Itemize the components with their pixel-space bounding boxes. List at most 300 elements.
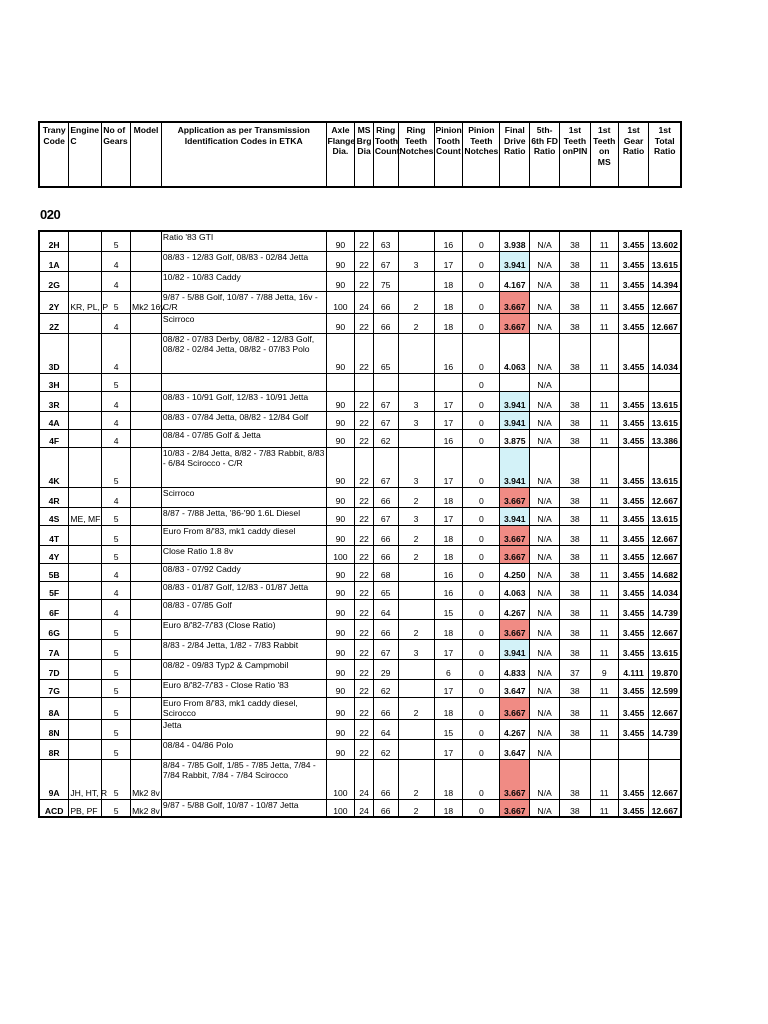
cell-gears: 5 bbox=[102, 759, 131, 799]
cell-axle-flange: 100 bbox=[326, 291, 355, 313]
cell-trany-code: 4K bbox=[39, 447, 69, 487]
cell-1st-total-ratio: 14.739 bbox=[649, 599, 681, 619]
col-header-trany-code: Trany Code bbox=[39, 122, 69, 187]
cell-1st-total-ratio: 13.615 bbox=[649, 447, 681, 487]
cell-pinion-tooth: 17 bbox=[434, 391, 463, 411]
cell-ring-tooth: 67 bbox=[373, 251, 398, 271]
cell-ring-notches: 2 bbox=[398, 619, 434, 639]
cell-gears: 4 bbox=[102, 271, 131, 291]
cell-pinion-notches: 0 bbox=[463, 411, 500, 429]
col-header-1st-teeth-pin: 1st Teeth onPIN bbox=[560, 122, 591, 187]
cell-pinion-tooth: 18 bbox=[434, 799, 463, 817]
cell-application: Scirroco bbox=[161, 313, 326, 333]
cell-5th-6th-fd: N/A bbox=[530, 719, 560, 739]
cell-engine-code bbox=[69, 639, 102, 659]
cell-engine-code bbox=[69, 659, 102, 679]
cell-trany-code: 5B bbox=[39, 563, 69, 581]
cell-trany-code: 6F bbox=[39, 599, 69, 619]
cell-5th-6th-fd: N/A bbox=[530, 231, 560, 251]
cell-model: Mk2 16v bbox=[131, 291, 162, 313]
table-row bbox=[39, 697, 681, 719]
cell-1st-total-ratio: 14.682 bbox=[649, 563, 681, 581]
cell-1st-teeth-pin: 38 bbox=[560, 291, 591, 313]
cell-trany-code: 1A bbox=[39, 251, 69, 271]
col-header-axle-flange: Axle Flange Dia. bbox=[326, 122, 355, 187]
cell-1st-teeth-ms bbox=[590, 373, 618, 391]
cell-engine-code bbox=[69, 411, 102, 429]
cell-model bbox=[131, 639, 162, 659]
cell-axle-flange: 90 bbox=[326, 251, 355, 271]
table-row bbox=[39, 507, 681, 525]
cell-final-drive: 3.667 bbox=[500, 697, 530, 719]
cell-pinion-notches: 0 bbox=[463, 719, 500, 739]
cell-pinion-notches: 0 bbox=[463, 391, 500, 411]
cell-1st-teeth-pin: 38 bbox=[560, 391, 591, 411]
cell-engine-code bbox=[69, 251, 102, 271]
cell-pinion-notches: 0 bbox=[463, 333, 500, 373]
cell-trany-code: 5F bbox=[39, 581, 69, 599]
cell-1st-total-ratio bbox=[649, 739, 681, 759]
cell-engine-code bbox=[69, 679, 102, 697]
cell-1st-teeth-pin: 38 bbox=[560, 251, 591, 271]
cell-model bbox=[131, 487, 162, 507]
cell-1st-teeth-ms: 11 bbox=[590, 563, 618, 581]
cell-1st-total-ratio: 12.667 bbox=[649, 619, 681, 639]
cell-ring-notches bbox=[398, 719, 434, 739]
cell-pinion-notches: 0 bbox=[463, 271, 500, 291]
cell-5th-6th-fd: N/A bbox=[530, 739, 560, 759]
cell-axle-flange: 90 bbox=[326, 525, 355, 545]
cell-application: 08/83 - 12/83 Golf, 08/83 - 02/84 Jetta bbox=[161, 251, 326, 271]
table-row bbox=[39, 411, 681, 429]
cell-ring-tooth: 63 bbox=[373, 231, 398, 251]
cell-1st-total-ratio bbox=[649, 373, 681, 391]
cell-ring-tooth: 66 bbox=[373, 799, 398, 817]
table-row bbox=[39, 333, 681, 373]
cell-ms-brg: 22 bbox=[355, 487, 374, 507]
cell-trany-code: 2G bbox=[39, 271, 69, 291]
header-table bbox=[38, 121, 682, 188]
cell-engine-code bbox=[69, 739, 102, 759]
cell-gears: 5 bbox=[102, 619, 131, 639]
cell-1st-teeth-pin: 38 bbox=[560, 271, 591, 291]
cell-1st-total-ratio: 13.615 bbox=[649, 391, 681, 411]
cell-1st-gear-ratio: 3.455 bbox=[618, 291, 649, 313]
cell-trany-code: 7A bbox=[39, 639, 69, 659]
cell-engine-code bbox=[69, 599, 102, 619]
cell-ms-brg: 22 bbox=[355, 739, 374, 759]
cell-application: Euro From 8/'83, mk1 caddy diesel bbox=[161, 525, 326, 545]
cell-trany-code: 4T bbox=[39, 525, 69, 545]
cell-engine-code: ME, MF bbox=[69, 507, 102, 525]
cell-5th-6th-fd: N/A bbox=[530, 291, 560, 313]
cell-gears: 4 bbox=[102, 581, 131, 599]
cell-ms-brg: 22 bbox=[355, 231, 374, 251]
cell-application: 08/83 - 07/85 Golf bbox=[161, 599, 326, 619]
cell-final-drive: 3.647 bbox=[500, 739, 530, 759]
cell-1st-total-ratio: 12.667 bbox=[649, 545, 681, 563]
cell-1st-total-ratio: 13.615 bbox=[649, 251, 681, 271]
table-row bbox=[39, 291, 681, 313]
cell-pinion-tooth: 6 bbox=[434, 659, 463, 679]
cell-application: 9/87 - 5/88 Golf, 10/87 - 7/88 Jetta, 16v - C/R bbox=[161, 291, 326, 313]
cell-axle-flange: 90 bbox=[326, 599, 355, 619]
cell-model bbox=[131, 231, 162, 251]
cell-engine-code bbox=[69, 429, 102, 447]
cell-ring-notches bbox=[398, 373, 434, 391]
cell-1st-total-ratio: 12.667 bbox=[649, 799, 681, 817]
cell-ms-brg: 22 bbox=[355, 719, 374, 739]
cell-ms-brg: 22 bbox=[355, 545, 374, 563]
cell-ms-brg: 22 bbox=[355, 659, 374, 679]
table-row bbox=[39, 563, 681, 581]
cell-pinion-notches: 0 bbox=[463, 313, 500, 333]
cell-1st-total-ratio: 14.034 bbox=[649, 581, 681, 599]
cell-1st-teeth-pin: 38 bbox=[560, 411, 591, 429]
cell-ring-notches: 3 bbox=[398, 447, 434, 487]
cell-1st-teeth-ms: 11 bbox=[590, 411, 618, 429]
cell-ring-tooth: 62 bbox=[373, 679, 398, 697]
cell-trany-code: 4F bbox=[39, 429, 69, 447]
cell-trany-code: 6G bbox=[39, 619, 69, 639]
cell-final-drive: 3.941 bbox=[500, 251, 530, 271]
cell-1st-teeth-pin: 38 bbox=[560, 447, 591, 487]
cell-pinion-tooth: 18 bbox=[434, 291, 463, 313]
cell-ring-tooth: 62 bbox=[373, 739, 398, 759]
cell-final-drive: 3.667 bbox=[500, 799, 530, 817]
cell-model bbox=[131, 373, 162, 391]
cell-axle-flange: 90 bbox=[326, 429, 355, 447]
cell-1st-gear-ratio: 3.455 bbox=[618, 525, 649, 545]
cell-axle-flange: 90 bbox=[326, 719, 355, 739]
col-header-model: Model bbox=[131, 122, 162, 187]
cell-axle-flange: 90 bbox=[326, 697, 355, 719]
cell-pinion-notches: 0 bbox=[463, 739, 500, 759]
cell-axle-flange: 90 bbox=[326, 619, 355, 639]
cell-engine-code bbox=[69, 487, 102, 507]
cell-1st-gear-ratio: 3.455 bbox=[618, 697, 649, 719]
cell-application: Jetta bbox=[161, 719, 326, 739]
cell-trany-code: 2Y bbox=[39, 291, 69, 313]
cell-pinion-notches: 0 bbox=[463, 563, 500, 581]
cell-trany-code: 8R bbox=[39, 739, 69, 759]
cell-engine-code: KR, PL, P bbox=[69, 291, 102, 313]
cell-axle-flange: 90 bbox=[326, 391, 355, 411]
cell-gears: 5 bbox=[102, 659, 131, 679]
cell-axle-flange: 90 bbox=[326, 447, 355, 487]
cell-pinion-tooth: 16 bbox=[434, 429, 463, 447]
cell-final-drive: 3.941 bbox=[500, 411, 530, 429]
cell-trany-code: 3R bbox=[39, 391, 69, 411]
cell-pinion-notches: 0 bbox=[463, 679, 500, 697]
cell-ring-notches: 2 bbox=[398, 697, 434, 719]
cell-ms-brg: 22 bbox=[355, 251, 374, 271]
cell-final-drive: 3.647 bbox=[500, 679, 530, 697]
cell-application: 08/82 - 07/83 Derby, 08/82 - 12/83 Golf, 08/82 - 02/84 Jetta, 08/82 - 07/83 Polo bbox=[161, 333, 326, 373]
cell-1st-gear-ratio: 3.455 bbox=[618, 799, 649, 817]
table-row bbox=[39, 619, 681, 639]
cell-final-drive: 3.667 bbox=[500, 291, 530, 313]
cell-ms-brg: 24 bbox=[355, 291, 374, 313]
cell-ring-notches bbox=[398, 333, 434, 373]
cell-ring-notches: 2 bbox=[398, 487, 434, 507]
cell-1st-teeth-ms: 11 bbox=[590, 391, 618, 411]
cell-ring-notches: 2 bbox=[398, 313, 434, 333]
cell-ms-brg: 22 bbox=[355, 313, 374, 333]
table-row bbox=[39, 639, 681, 659]
table-row bbox=[39, 251, 681, 271]
cell-application: Euro 8/'82-7/'83 (Close Ratio) bbox=[161, 619, 326, 639]
cell-ring-notches: 2 bbox=[398, 759, 434, 799]
cell-trany-code: 4A bbox=[39, 411, 69, 429]
cell-ring-notches: 3 bbox=[398, 639, 434, 659]
cell-pinion-notches: 0 bbox=[463, 525, 500, 545]
cell-model bbox=[131, 719, 162, 739]
col-header-gears: No of Gears bbox=[102, 122, 131, 187]
cell-1st-total-ratio: 12.667 bbox=[649, 697, 681, 719]
cell-gears: 4 bbox=[102, 429, 131, 447]
cell-1st-gear-ratio: 3.455 bbox=[618, 639, 649, 659]
cell-ring-notches: 3 bbox=[398, 251, 434, 271]
cell-trany-code: 7G bbox=[39, 679, 69, 697]
col-header-1st-total-ratio: 1st Total Ratio bbox=[649, 122, 681, 187]
table-body bbox=[39, 231, 681, 817]
data-table-wrapper bbox=[38, 230, 682, 818]
cell-pinion-tooth: 18 bbox=[434, 545, 463, 563]
cell-5th-6th-fd: N/A bbox=[530, 313, 560, 333]
cell-application: 08/83 - 10/91 Golf, 12/83 - 10/91 Jetta bbox=[161, 391, 326, 411]
cell-5th-6th-fd: N/A bbox=[530, 429, 560, 447]
cell-pinion-notches: 0 bbox=[463, 251, 500, 271]
cell-ms-brg: 22 bbox=[355, 429, 374, 447]
cell-ring-notches bbox=[398, 429, 434, 447]
cell-application: 10/82 - 10/83 Caddy bbox=[161, 271, 326, 291]
cell-application: Ratio '83 GTI bbox=[161, 231, 326, 251]
cell-application: Euro From 8/'83, mk1 caddy diesel, Scirocco bbox=[161, 697, 326, 719]
table-row bbox=[39, 373, 681, 391]
col-header-application: Application as per Transmission Identification Codes in ETKA bbox=[161, 122, 326, 187]
cell-1st-gear-ratio: 3.455 bbox=[618, 545, 649, 563]
cell-application: 08/83 - 01/87 Golf, 12/83 - 01/87 Jetta bbox=[161, 581, 326, 599]
cell-axle-flange: 90 bbox=[326, 659, 355, 679]
cell-1st-teeth-ms: 11 bbox=[590, 581, 618, 599]
cell-application: Scirroco bbox=[161, 487, 326, 507]
cell-ring-notches: 2 bbox=[398, 291, 434, 313]
cell-model bbox=[131, 619, 162, 639]
cell-5th-6th-fd: N/A bbox=[530, 487, 560, 507]
cell-pinion-tooth: 15 bbox=[434, 599, 463, 619]
cell-1st-teeth-ms: 11 bbox=[590, 697, 618, 719]
cell-application: 8/84 - 7/85 Golf, 1/85 - 7/85 Jetta, 7/84 - 7/84 Rabbit, 7/84 - 7/84 Scirocco bbox=[161, 759, 326, 799]
cell-1st-gear-ratio: 3.455 bbox=[618, 231, 649, 251]
cell-gears: 5 bbox=[102, 447, 131, 487]
cell-1st-total-ratio: 19.870 bbox=[649, 659, 681, 679]
cell-gears: 5 bbox=[102, 739, 131, 759]
cell-ms-brg: 22 bbox=[355, 411, 374, 429]
cell-1st-gear-ratio: 3.455 bbox=[618, 599, 649, 619]
cell-pinion-notches: 0 bbox=[463, 447, 500, 487]
cell-pinion-tooth: 17 bbox=[434, 251, 463, 271]
cell-axle-flange: 100 bbox=[326, 759, 355, 799]
cell-trany-code: 8A bbox=[39, 697, 69, 719]
cell-ring-tooth: 64 bbox=[373, 599, 398, 619]
cell-1st-teeth-ms: 11 bbox=[590, 429, 618, 447]
cell-ms-brg: 22 bbox=[355, 447, 374, 487]
cell-ms-brg: 22 bbox=[355, 563, 374, 581]
cell-model bbox=[131, 581, 162, 599]
cell-trany-code: 3H bbox=[39, 373, 69, 391]
cell-1st-total-ratio: 13.615 bbox=[649, 639, 681, 659]
cell-gears: 4 bbox=[102, 599, 131, 619]
cell-ring-notches bbox=[398, 231, 434, 251]
cell-1st-teeth-pin: 38 bbox=[560, 759, 591, 799]
cell-1st-teeth-ms: 11 bbox=[590, 719, 618, 739]
cell-1st-teeth-pin: 38 bbox=[560, 719, 591, 739]
cell-pinion-tooth: 16 bbox=[434, 563, 463, 581]
cell-application: 9/87 - 5/88 Golf, 10/87 - 10/87 Jetta bbox=[161, 799, 326, 817]
cell-pinion-tooth: 17 bbox=[434, 639, 463, 659]
cell-pinion-tooth: 18 bbox=[434, 697, 463, 719]
cell-engine-code bbox=[69, 333, 102, 373]
cell-pinion-tooth: 16 bbox=[434, 581, 463, 599]
cell-gears: 4 bbox=[102, 333, 131, 373]
cell-final-drive: 3.667 bbox=[500, 759, 530, 799]
cell-ring-tooth: 67 bbox=[373, 447, 398, 487]
cell-1st-teeth-pin: 38 bbox=[560, 545, 591, 563]
cell-ring-notches bbox=[398, 599, 434, 619]
table-row bbox=[39, 313, 681, 333]
cell-engine-code bbox=[69, 719, 102, 739]
cell-1st-gear-ratio bbox=[618, 739, 649, 759]
cell-ring-tooth: 66 bbox=[373, 759, 398, 799]
cell-5th-6th-fd: N/A bbox=[530, 697, 560, 719]
cell-model bbox=[131, 679, 162, 697]
cell-pinion-notches: 0 bbox=[463, 659, 500, 679]
cell-ms-brg: 22 bbox=[355, 271, 374, 291]
cell-1st-teeth-pin: 38 bbox=[560, 581, 591, 599]
cell-1st-teeth-ms: 11 bbox=[590, 599, 618, 619]
cell-1st-total-ratio: 12.667 bbox=[649, 487, 681, 507]
col-header-5th-6th-fd: 5th-6th FD Ratio bbox=[530, 122, 560, 187]
cell-pinion-tooth: 17 bbox=[434, 447, 463, 487]
cell-ring-notches bbox=[398, 739, 434, 759]
cell-ring-tooth: 66 bbox=[373, 525, 398, 545]
cell-1st-teeth-pin: 38 bbox=[560, 487, 591, 507]
cell-axle-flange: 90 bbox=[326, 679, 355, 697]
cell-1st-teeth-ms: 11 bbox=[590, 251, 618, 271]
table-row bbox=[39, 759, 681, 799]
cell-1st-gear-ratio: 3.455 bbox=[618, 391, 649, 411]
cell-ring-notches: 3 bbox=[398, 391, 434, 411]
cell-trany-code: 9A bbox=[39, 759, 69, 799]
cell-5th-6th-fd: N/A bbox=[530, 619, 560, 639]
cell-1st-gear-ratio: 3.455 bbox=[618, 429, 649, 447]
cell-1st-teeth-pin: 38 bbox=[560, 799, 591, 817]
table-row bbox=[39, 799, 681, 817]
cell-model bbox=[131, 599, 162, 619]
cell-5th-6th-fd: N/A bbox=[530, 507, 560, 525]
cell-1st-teeth-pin: 37 bbox=[560, 659, 591, 679]
col-header-pinion-notches: Pinion Teeth Notches bbox=[463, 122, 500, 187]
cell-ms-brg: 22 bbox=[355, 679, 374, 697]
cell-model bbox=[131, 563, 162, 581]
cell-final-drive: 3.875 bbox=[500, 429, 530, 447]
cell-1st-gear-ratio: 3.455 bbox=[618, 719, 649, 739]
cell-5th-6th-fd: N/A bbox=[530, 271, 560, 291]
cell-gears: 5 bbox=[102, 507, 131, 525]
cell-ring-tooth: 67 bbox=[373, 411, 398, 429]
cell-model bbox=[131, 525, 162, 545]
table-row bbox=[39, 581, 681, 599]
cell-engine-code: PB, PF bbox=[69, 799, 102, 817]
cell-final-drive: 3.667 bbox=[500, 313, 530, 333]
col-header-1st-gear-ratio: 1st Gear Ratio bbox=[618, 122, 649, 187]
cell-1st-gear-ratio: 3.455 bbox=[618, 619, 649, 639]
cell-pinion-tooth: 16 bbox=[434, 333, 463, 373]
cell-ms-brg bbox=[355, 373, 374, 391]
cell-gears: 5 bbox=[102, 231, 131, 251]
cell-1st-gear-ratio: 3.455 bbox=[618, 447, 649, 487]
cell-engine-code bbox=[69, 447, 102, 487]
cell-model: Mk2 8v bbox=[131, 759, 162, 799]
cell-1st-total-ratio: 12.667 bbox=[649, 291, 681, 313]
cell-final-drive: 4.167 bbox=[500, 271, 530, 291]
cell-final-drive: 4.063 bbox=[500, 333, 530, 373]
cell-gears: 5 bbox=[102, 545, 131, 563]
cell-engine-code bbox=[69, 563, 102, 581]
cell-pinion-tooth: 18 bbox=[434, 313, 463, 333]
table-row bbox=[39, 599, 681, 619]
cell-final-drive: 3.667 bbox=[500, 487, 530, 507]
cell-ring-tooth: 68 bbox=[373, 563, 398, 581]
cell-axle-flange: 100 bbox=[326, 545, 355, 563]
cell-5th-6th-fd: N/A bbox=[530, 599, 560, 619]
cell-final-drive: 3.667 bbox=[500, 525, 530, 545]
cell-final-drive: 3.941 bbox=[500, 391, 530, 411]
cell-5th-6th-fd: N/A bbox=[530, 373, 560, 391]
cell-application: 08/83 - 07/84 Jetta, 08/82 - 12/84 Golf bbox=[161, 411, 326, 429]
table-row bbox=[39, 487, 681, 507]
cell-1st-teeth-pin: 38 bbox=[560, 313, 591, 333]
cell-1st-total-ratio: 14.394 bbox=[649, 271, 681, 291]
cell-engine-code bbox=[69, 391, 102, 411]
cell-pinion-tooth: 18 bbox=[434, 271, 463, 291]
cell-5th-6th-fd: N/A bbox=[530, 759, 560, 799]
cell-application: 10/83 - 2/84 Jetta, 8/82 - 7/83 Rabbit, 8/83 - 6/84 Scirocco - C/R bbox=[161, 447, 326, 487]
table-row bbox=[39, 739, 681, 759]
cell-model bbox=[131, 545, 162, 563]
cell-1st-total-ratio: 14.739 bbox=[649, 719, 681, 739]
cell-gears: 4 bbox=[102, 313, 131, 333]
cell-5th-6th-fd: N/A bbox=[530, 679, 560, 697]
table-row bbox=[39, 391, 681, 411]
cell-ring-notches bbox=[398, 563, 434, 581]
cell-pinion-notches: 0 bbox=[463, 697, 500, 719]
cell-axle-flange: 90 bbox=[326, 507, 355, 525]
cell-pinion-tooth: 17 bbox=[434, 679, 463, 697]
cell-ms-brg: 22 bbox=[355, 599, 374, 619]
cell-1st-teeth-ms: 11 bbox=[590, 679, 618, 697]
cell-1st-gear-ratio: 3.455 bbox=[618, 333, 649, 373]
cell-engine-code: JH, HT, R bbox=[69, 759, 102, 799]
cell-application: 08/82 - 09/83 Typ2 & Campmobil bbox=[161, 659, 326, 679]
table-row bbox=[39, 719, 681, 739]
cell-ring-notches bbox=[398, 659, 434, 679]
col-header-engine-code: Engine C bbox=[69, 122, 102, 187]
cell-1st-total-ratio: 12.667 bbox=[649, 525, 681, 545]
cell-ring-notches: 2 bbox=[398, 799, 434, 817]
cell-ring-tooth: 62 bbox=[373, 429, 398, 447]
